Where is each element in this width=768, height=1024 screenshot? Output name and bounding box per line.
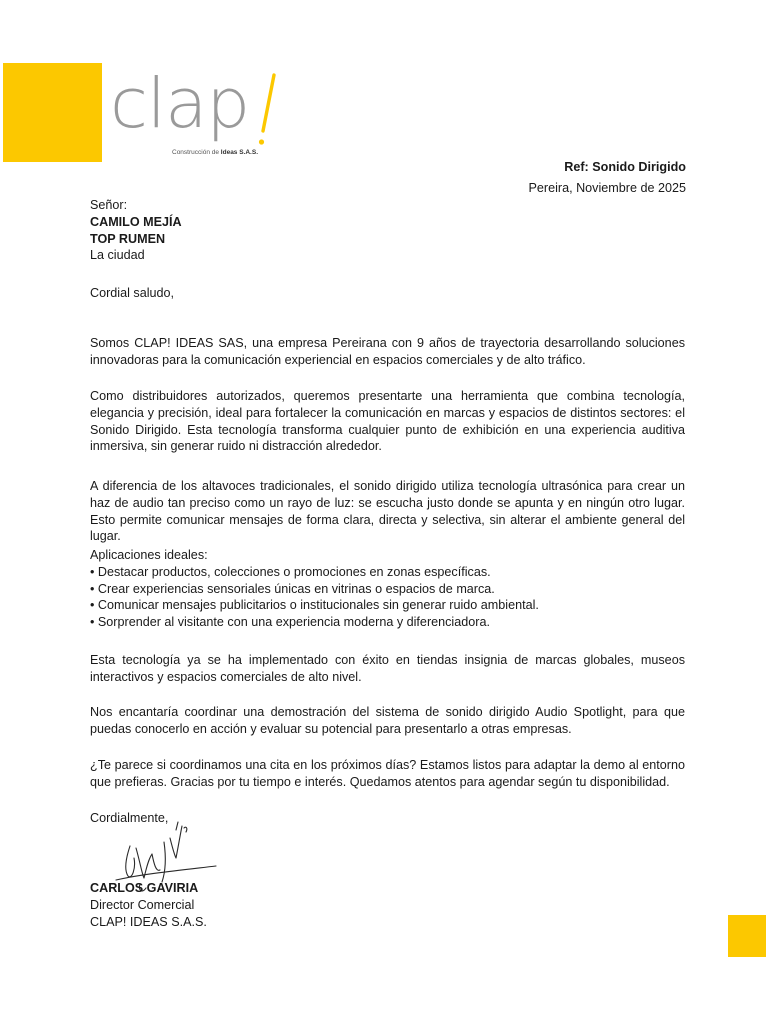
- paragraph-product: Como distribuidores autorizados, queremos presentarte una herramienta que combina tecnología, elegancia y precisión, ideal para fortalecer la comunicación en marcas y espacios de distintos sectores: el Sonido Dirigido. Esta tecnología transforma cualquier punto de exhibición en una experiencia auditiva inmersiva, sin generar ruido ni distracción alrededor.: [90, 389, 685, 454]
- recipient-name: CAMILO MEJÍA: [90, 214, 182, 229]
- signer-name: CARLOS GAVIRIA: [90, 881, 199, 895]
- logo-tagline: [172, 149, 258, 156]
- signer-title: Director Comercial: [90, 897, 195, 912]
- list-item: • Crear experiencias sensoriales únicas en vitrinas o espacios de marca.: [90, 581, 495, 596]
- logo-wordmark: clap: [110, 64, 250, 144]
- letter-date: Pereira, Noviembre de 2025: [528, 181, 686, 195]
- list-item: • Destacar productos, colecciones o promociones en zonas específicas.: [90, 564, 491, 579]
- signer-company: CLAP! IDEAS S.A.S.: [90, 914, 207, 929]
- brand-yellow-square-bottom: [728, 915, 766, 957]
- applications-list: [90, 547, 685, 631]
- sign-off: Cordialmente,: [90, 811, 169, 825]
- paragraph-technology: A diferencia de los altavoces tradicionales, el sonido dirigido utiliza tecnología ultrasónica para crear un haz de audio tan preciso como un rayo de luz: se escucha justo donde se apunta y en ningún otro lugar. Esto permite comunicar mensajes de forma clara, directa y selectiva, sin alterar el ambiente general del lugar.: [90, 479, 685, 544]
- paragraph-demo: Nos encantaría coordinar una demostración del sistema de sonido dirigido Audio Spotlight, para que puedas conocerlo en acción y evaluar su potencial para presentarlo a otras empresas.: [90, 705, 685, 736]
- list-item: • Comunicar mensajes publicitarios o institucionales sin generar ruido ambiental.: [90, 598, 539, 613]
- logo-tagline-prefix: Construcción de: [172, 149, 219, 156]
- recipient-company: TOP RUMEN: [90, 231, 166, 246]
- list-item: • Sorprender al visitante con una experiencia moderna y diferenciadora.: [90, 615, 490, 630]
- signer-block: [90, 880, 685, 930]
- logo-tagline-bold: Ideas S.A.S.: [220, 149, 259, 156]
- paragraph-appointment: ¿Te parece si coordinamos una cita en los próximos días? Estamos listos para adaptar la demo al entorno que prefieras. Gracias por tu tiempo e interés. Quedamos atentos para agendar según tu disponibilidad.: [90, 758, 685, 789]
- applications-title: Aplicaciones ideales:: [90, 548, 208, 562]
- paragraph-intro: Somos CLAP! IDEAS SAS, una empresa Pereirana con 9 años de trayectoria desarrollando soluciones innovadoras para la comunicación experiencial en espacios comerciales y de alto tráfico.: [90, 336, 685, 367]
- paragraph-implementations: Esta tecnología ya se ha implementado con éxito en tiendas insignia de marcas globales, museos interactivos y espacios comerciales de alto nivel.: [90, 653, 685, 684]
- recipient-block: [90, 197, 685, 264]
- recipient-salutation: Señor:: [90, 198, 128, 212]
- greeting: Cordial saludo,: [90, 286, 175, 300]
- recipient-city: La ciudad: [90, 248, 145, 263]
- brand-yellow-square-top: [3, 63, 102, 162]
- logo-exclamation-icon: [258, 73, 278, 147]
- letter-reference: Ref: Sonido Dirigido: [564, 160, 686, 174]
